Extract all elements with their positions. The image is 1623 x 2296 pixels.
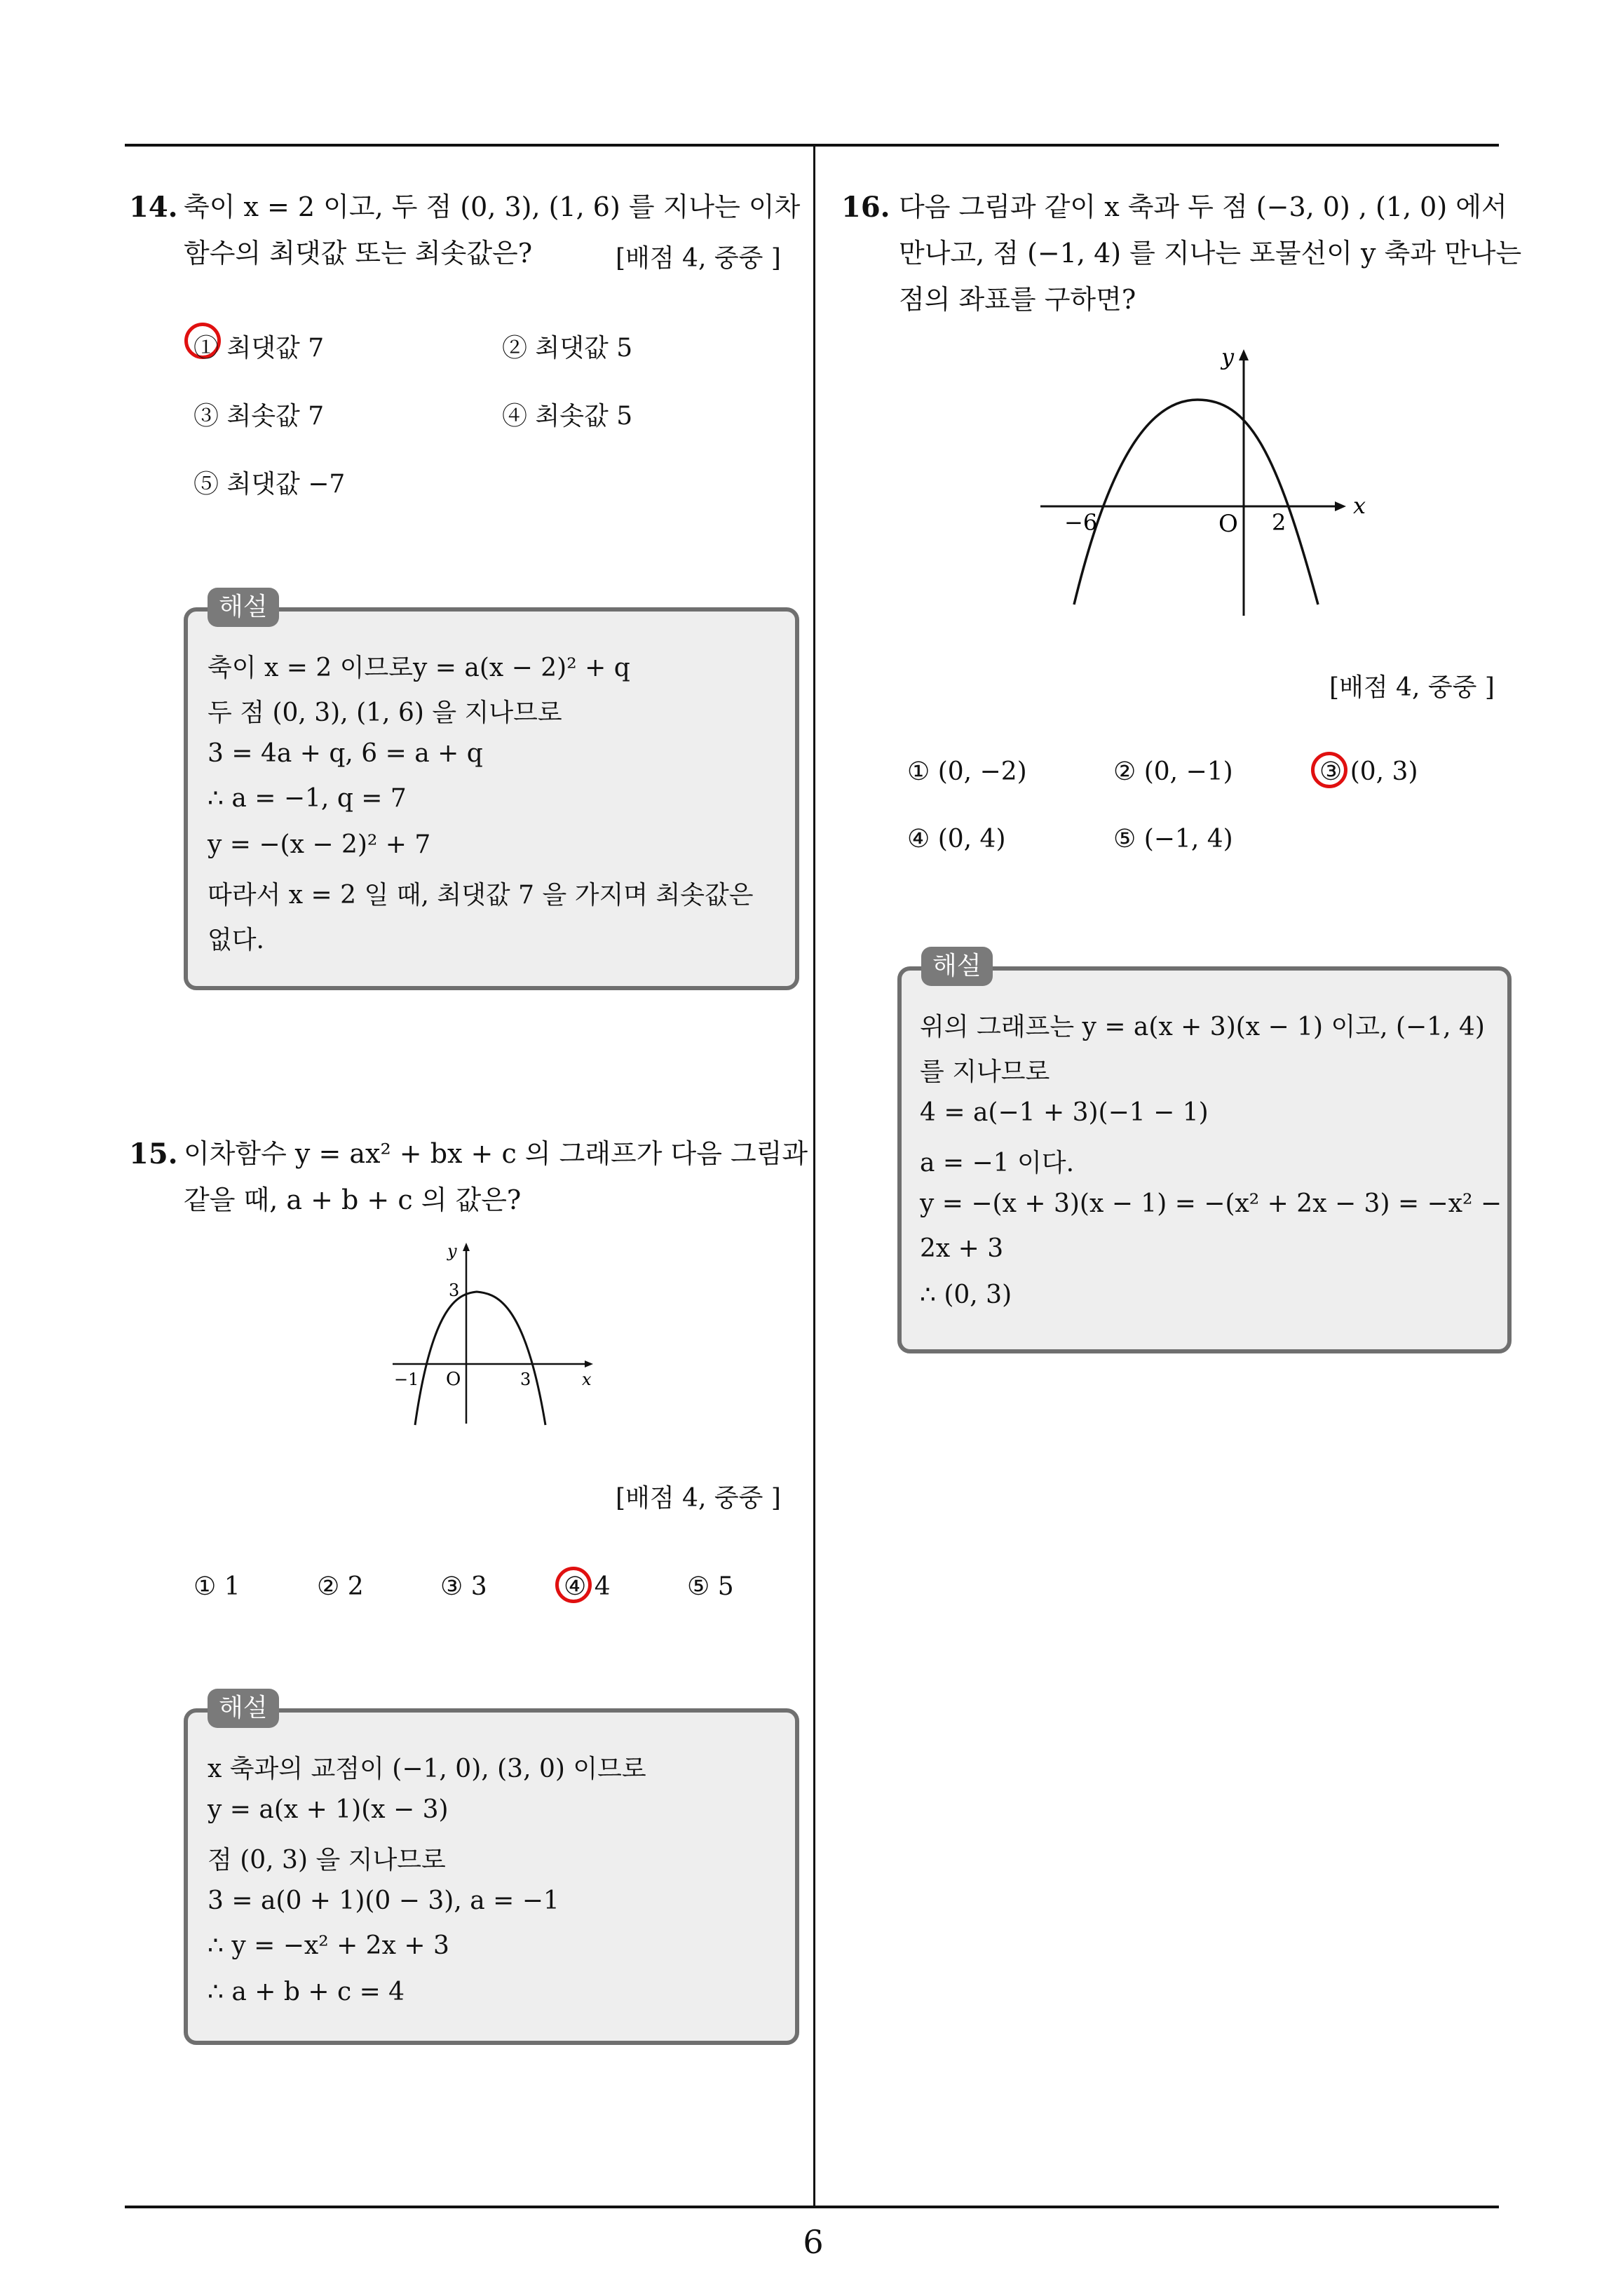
- q15-solution-line: x 축과의 교점이 (−1, 0), (3, 0) 이므로: [208, 1755, 646, 1783]
- q15-solution-line: 점 (0, 3) 을 지나므로: [208, 1846, 446, 1875]
- bottom-rule: [125, 2206, 1499, 2208]
- q16-left-root-label: −6: [1064, 509, 1098, 536]
- q15-stem: [184, 1130, 808, 1177]
- q15-stem-2: [184, 1177, 521, 1223]
- q16-x-label: x: [1353, 492, 1366, 519]
- q15-choice-3[interactable]: ③ 3: [440, 1572, 487, 1601]
- q16-solution-tag: 해설: [921, 947, 993, 986]
- page-number: 6: [803, 2223, 824, 2261]
- q16-solution-line: 위의 그래프는 y = a(x + 3)(x − 1) 이고, (−1, 4): [920, 1013, 1485, 1041]
- q15-x-label: x: [582, 1370, 592, 1389]
- q15-y-label: y: [447, 1241, 457, 1261]
- q14-stem-2: [184, 230, 532, 276]
- q16-x-arrow-icon: [1335, 501, 1346, 511]
- q14-choice-2[interactable]: ② 최댓값 5: [502, 334, 633, 363]
- q16-stem-3: [899, 276, 1136, 323]
- q15-choice-1[interactable]: ① 1: [193, 1572, 240, 1601]
- q16-solution-line: 2x + 3: [920, 1234, 1004, 1263]
- q14-solution-tag: 해설: [208, 588, 279, 627]
- q15-score: [배점 4, 중중 ]: [616, 1484, 781, 1513]
- q15-choice-4[interactable]: ④ 4: [564, 1572, 611, 1601]
- q15-number: 15.: [129, 1137, 178, 1170]
- q14-choice-4[interactable]: ④ 최솟값 5: [502, 402, 633, 431]
- q16-y-arrow-icon: [1239, 349, 1249, 360]
- q14-solution-line: 축이 x = 2 이므로y = a(x − 2)² + q: [208, 654, 630, 682]
- q14-solution-line: 두 점 (0, 3), (1, 6) 을 지나므로: [208, 698, 562, 727]
- q14-solution-line: 3 = 4a + q, 6 = a + q: [208, 739, 483, 768]
- top-rule: [125, 144, 1499, 147]
- q15-x-arrow-icon: [585, 1360, 593, 1368]
- q16-solution-line: y = −(x + 3)(x − 1) = −(x² + 2x − 3) = −x² −: [920, 1189, 1502, 1218]
- q16-y-label: y: [1221, 344, 1235, 370]
- q14-solution-line: 따라서 x = 2 일 때, 최댓값 7 을 가지며 최솟값은: [208, 881, 754, 910]
- q14-solution-line: y = −(x − 2)² + 7: [208, 830, 431, 859]
- q15-origin-label: O: [446, 1369, 461, 1390]
- q15-solution-line: 3 = a(0 + 1)(0 − 3), a = −1: [208, 1886, 559, 1915]
- q16-choice-4[interactable]: ④ (0, 4): [907, 825, 1006, 853]
- q14-stem-line-1: 축이 x = 2 이고, 두 점 (0, 3), (1, 6) 를 지나는 이차: [184, 191, 801, 222]
- q14-number: 14.: [129, 191, 178, 224]
- q14-solution-line: ∴ a = −1, q = 7: [208, 784, 407, 813]
- q15-solution-line: ∴ y = −x² + 2x + 3: [208, 1931, 449, 1960]
- q15-solution-tag: 해설: [208, 1689, 279, 1728]
- q14-score: [배점 4, 중중 ]: [616, 244, 781, 273]
- q15-parabola-graph: [379, 1234, 603, 1431]
- q16-parabola-curve: [1074, 400, 1318, 605]
- q16-score: [배점 4, 중중 ]: [1329, 673, 1495, 702]
- q15-solution-line: ∴ a + b + c = 4: [208, 1978, 405, 2006]
- q14-choice-5[interactable]: ⑤ 최댓값 −7: [193, 470, 346, 499]
- q15-choice-2[interactable]: ② 2: [317, 1572, 364, 1601]
- q15-y-arrow-icon: [463, 1243, 470, 1251]
- column-divider: [813, 145, 815, 2206]
- q15-parabola-curve: [415, 1292, 545, 1425]
- q15-solution-line: y = a(x + 1)(x − 3): [208, 1795, 449, 1824]
- q15-left-root-label: −1: [394, 1370, 419, 1389]
- q15-stem-line-1: 이차함수 y = ax² + bx + c 의 그래프가 다음 그림과: [184, 1138, 808, 1169]
- q16-stem: [899, 184, 1507, 230]
- q16-stem-2: [899, 230, 1521, 276]
- q16-choice-5[interactable]: ⑤ (−1, 4): [1113, 825, 1233, 853]
- q14-choice-1[interactable]: ① 최댓값 7: [193, 334, 325, 363]
- q16-choice-3[interactable]: ③ (0, 3): [1319, 757, 1418, 786]
- q16-stem-line-1: 다음 그림과 같이 x 축과 두 점 (−3, 0) , (1, 0) 에서: [899, 191, 1507, 222]
- q16-solution-line: 4 = a(−1 + 3)(−1 − 1): [920, 1098, 1209, 1127]
- q16-parabola-graph: [1038, 344, 1374, 617]
- q14-stem: [184, 184, 800, 230]
- q14-choice-3[interactable]: ③ 최솟값 7: [193, 402, 325, 431]
- q16-number: 16.: [841, 191, 890, 224]
- q15-stem-line-2: 같을 때, a + b + c 의 값은?: [184, 1184, 522, 1215]
- q16-choice-1[interactable]: ① (0, −2): [907, 757, 1027, 786]
- q16-stem-line-2: 만나고, 점 (−1, 4) 를 지나는 포물선이 y 축과 만나는: [899, 238, 1522, 269]
- q15-right-root-label: 3: [520, 1370, 531, 1389]
- q16-stem-line-3: 점의 좌표를 구하면?: [899, 284, 1136, 315]
- q14-solution-line: 없다.: [208, 926, 264, 954]
- q14-stem-line-2: 함수의 최댓값 또는 최솟값은?: [184, 238, 533, 269]
- q15-y-intercept-label: 3: [449, 1281, 460, 1300]
- q16-right-root-label: 2: [1272, 509, 1286, 536]
- q16-solution-line: a = −1 이다.: [920, 1149, 1075, 1177]
- q15-choice-5[interactable]: ⑤ 5: [687, 1572, 734, 1601]
- q16-solution-line: 를 지나므로: [920, 1058, 1050, 1086]
- q16-choice-2[interactable]: ② (0, −1): [1113, 757, 1233, 786]
- q16-origin-label: O: [1218, 510, 1238, 538]
- q16-solution-line: ∴ (0, 3): [920, 1281, 1012, 1309]
